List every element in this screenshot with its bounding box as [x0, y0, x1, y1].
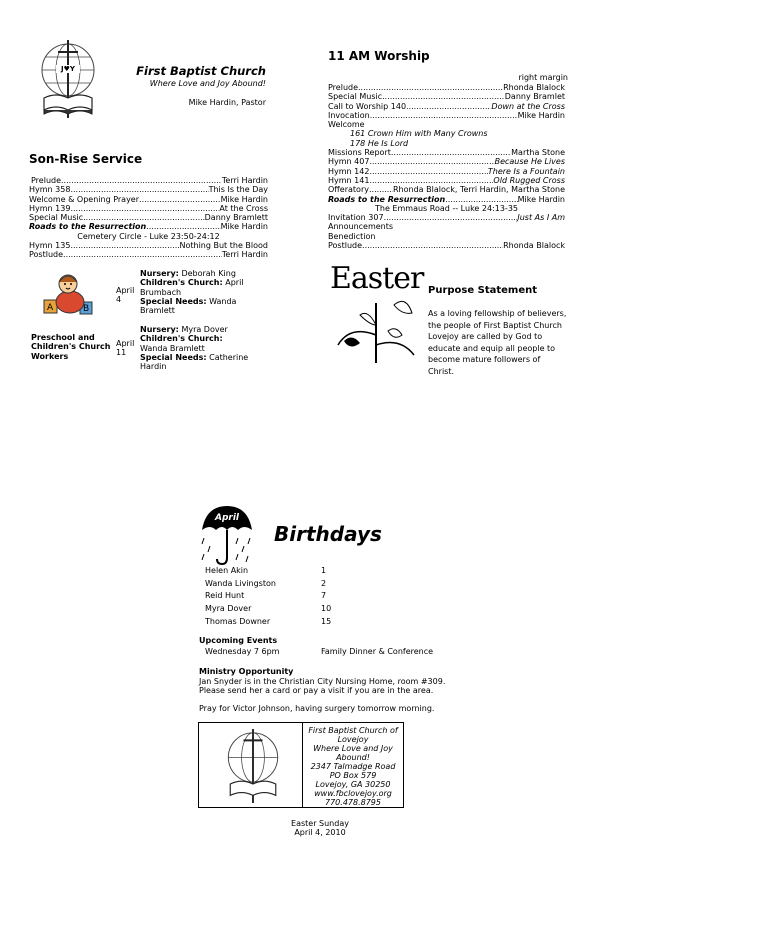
prayer-request: Pray for Victor Johnson, having surgery tomorrow morning.: [199, 704, 435, 713]
address-box: [198, 722, 404, 808]
program-item: Offeratory: [328, 185, 369, 195]
program-leader: Nothing But the Blood: [179, 241, 268, 251]
footer-occasion: Easter Sunday: [291, 819, 349, 828]
program-line: Welcome: [328, 120, 365, 130]
birthday-day: 7: [321, 591, 327, 601]
worker-date-1: April 4: [116, 286, 135, 305]
special-needs-label: Special Needs:: [140, 352, 207, 362]
address-line: Abound!: [336, 753, 370, 762]
leader-dots: [358, 83, 503, 92]
program-leader: Terri Hardin: [221, 176, 268, 185]
easter-word: Easter: [330, 261, 424, 296]
leader-dots: [362, 241, 503, 250]
nursery-label: Nursery:: [140, 269, 179, 278]
program-leader: Mike Hardin: [517, 194, 565, 204]
birthday-day: 15: [321, 616, 332, 626]
program-line: [29, 204, 268, 213]
program-line: [328, 176, 565, 185]
program-item: Postlude: [328, 241, 363, 251]
leader-dots: [391, 148, 511, 157]
sonrise-title: Son-Rise Service: [29, 152, 143, 166]
leader-dots: [70, 204, 219, 213]
purpose-text: As a loving fellowship of believers, the people of First Baptist Church Lovejoy are called by God to educate and equip all people to become mature followers of Christ.: [428, 309, 567, 376]
program-leader: There Is a Fountain: [487, 166, 565, 176]
program-line: [328, 148, 565, 157]
program-line: [328, 92, 565, 101]
program-line: [328, 157, 565, 166]
leader-dots: [139, 195, 221, 204]
program-leader: Just As I Am: [517, 213, 565, 223]
leader-dots: [369, 185, 393, 194]
address-line: 2347 Talmadge Road: [310, 762, 396, 771]
leader-dots: [61, 176, 222, 185]
program-item: Invitation 307: [328, 213, 384, 223]
leader-dots: [369, 176, 493, 185]
leader-dots: [370, 111, 518, 120]
program-item: Hymn 135: [29, 241, 71, 251]
program-item: Special Music: [29, 213, 84, 223]
worker-week-1: [140, 269, 268, 315]
worship-title: 11 AM Worship: [328, 49, 430, 63]
leader-dots: [83, 213, 204, 222]
program-item: Call to Worship 140: [328, 101, 407, 111]
birthday-row: [205, 617, 355, 630]
birthday-name: Reid Hunt: [205, 591, 245, 601]
program-item: Welcome & Opening Prayer: [29, 194, 140, 204]
program-leader: Down at the Cross: [491, 101, 565, 111]
program-line: [328, 185, 565, 194]
program-leader: Rhonda Blalock, Terri Hardin, Martha Stone: [393, 185, 565, 195]
program-leader: Mike Hardin: [220, 222, 268, 232]
worship-program: [328, 83, 565, 250]
program-item: Postlude: [29, 250, 64, 260]
workers-title: Preschool and Children's Church Workers: [31, 333, 111, 361]
lily-icon: [330, 295, 422, 365]
purpose-title: Purpose Statement: [428, 285, 538, 296]
leader-dots: [63, 250, 222, 259]
svg-text:A: A: [47, 303, 54, 313]
events-title: Upcoming Events: [199, 636, 278, 645]
program-line: 161 Crown Him with Many Crowns: [350, 129, 488, 139]
program-item: Roads to the Resurrection: [328, 194, 446, 204]
april-umbrella-art: [198, 504, 256, 568]
birthday-list: [205, 566, 355, 629]
program-item: Hymn 139: [29, 203, 71, 213]
nursery-label: Nursery:: [140, 325, 179, 334]
special-needs-name: Wanda Bramlett: [140, 296, 237, 316]
birthday-name: Helen Akin: [205, 566, 249, 575]
special-needs-name: Catherine Hardin: [140, 352, 249, 372]
pastor-name: Mike Hardin, Pastor: [188, 98, 266, 107]
birthday-name: Myra Dover: [205, 604, 252, 614]
program-line: 178 He Is Lord: [350, 138, 409, 148]
address-line: Lovejoy: [337, 735, 369, 744]
program-item: Special Music: [328, 92, 383, 102]
program-line: [29, 250, 268, 259]
church-tagline: Where Love and Joy Abound!: [149, 79, 266, 88]
birthday-row: [205, 579, 355, 592]
svg-text:B: B: [83, 304, 90, 314]
easter-lily-art: [330, 263, 422, 365]
child-blocks-icon: [40, 270, 98, 318]
address-line: Where Love and Joy: [313, 744, 393, 753]
special-needs-label: Special Needs:: [140, 296, 207, 306]
event-when: Wednesday 7 6pm: [205, 647, 280, 656]
birthday-row: [205, 566, 355, 579]
address-text: [303, 726, 403, 807]
birthday-row: [205, 604, 355, 617]
program-item: Prelude: [31, 176, 62, 185]
nursery-name: Deborah King: [181, 269, 236, 278]
leader-dots: [406, 102, 491, 111]
children-illustration: [40, 270, 98, 318]
program-leader: Mike Hardin: [220, 194, 268, 204]
address-line: www.fbclovejoy.org: [314, 789, 392, 798]
leader-dots: [382, 92, 505, 101]
program-line: [328, 102, 565, 111]
leader-dots: [70, 185, 208, 194]
leader-dots: [445, 195, 517, 204]
footer-date: April 4, 2010: [294, 828, 346, 837]
birthday-name: Thomas Downer: [205, 616, 271, 626]
program-line: [29, 241, 268, 250]
ministry-line-1: Jan Snyder is in the Christian City Nursing Home, room #309.: [199, 677, 446, 686]
birthday-name: Wanda Livingston: [205, 578, 276, 588]
address-line: 770.478.8795: [325, 798, 381, 807]
program-subtitle: The Emmaus Road -- Luke 24:13-35: [375, 203, 518, 213]
event-what: Family Dinner & Conference: [321, 647, 434, 656]
month-art-text: April: [214, 513, 240, 523]
program-leader: Terri Hardin: [221, 250, 268, 260]
address-line: First Baptist Church of: [308, 726, 398, 735]
leader-dots: [384, 213, 518, 222]
ministry-title: Ministry Opportunity: [199, 667, 294, 676]
program-leader: Danny Bramlett: [204, 213, 268, 223]
birthday-day: 2: [321, 578, 327, 588]
childrens-church-label: Children's Church:: [140, 334, 223, 344]
program-leader: Old Rugged Cross: [493, 175, 565, 185]
program-line: Benediction: [328, 231, 376, 241]
leader-dots: [70, 241, 179, 250]
program-leader: At the Cross: [219, 203, 268, 213]
program-item: Prelude: [328, 83, 359, 92]
program-item: Hymn 407: [328, 157, 370, 167]
program-line: [328, 167, 565, 176]
childrens-church-label: Children's Church:: [140, 278, 223, 288]
program-line: [29, 213, 268, 222]
right-margin-note: right margin: [518, 73, 568, 82]
program-leader: Martha Stone: [511, 148, 565, 158]
logo-joy-text: J♥Y: [56, 65, 80, 73]
program-line: [328, 213, 565, 222]
program-leader: This Is the Day: [208, 185, 268, 195]
church-name: First Baptist Church: [136, 64, 266, 78]
leader-dots: [369, 157, 494, 166]
globe-bible-icon: [38, 40, 98, 118]
program-line: [328, 83, 565, 92]
leader-dots: [146, 222, 220, 231]
program-leader: Rhonda Blalock: [503, 83, 565, 92]
program-line: [29, 195, 268, 204]
church-logo: [38, 40, 98, 118]
program-line: [328, 195, 565, 204]
birthday-row: [205, 591, 355, 604]
sonrise-program: [29, 176, 268, 260]
program-item: Hymn 358: [29, 185, 71, 195]
program-line: Announcements: [328, 222, 394, 232]
program-item: Roads to the Resurrection: [29, 222, 147, 232]
program-item: Hymn 142: [328, 166, 370, 176]
worker-date-2: April 11: [116, 339, 135, 358]
address-logo: [223, 729, 283, 803]
childrens-church-name: Wanda Bramlett: [140, 343, 205, 353]
program-line: [328, 241, 565, 250]
program-line: [29, 176, 268, 185]
leader-dots: [369, 167, 487, 176]
ministry-line-2: Please send her a card or pay a visit if you are in the area.: [199, 686, 434, 695]
birthday-day: 10: [321, 604, 332, 614]
program-leader: Mike Hardin: [517, 110, 565, 120]
birthday-day: 1: [321, 566, 327, 575]
worker-week-2: [140, 325, 268, 371]
birthdays-title: Birthdays: [274, 522, 382, 546]
program-line: [29, 222, 268, 231]
program-item: Invocation: [328, 110, 370, 120]
program-leader: Rhonda Blalock: [503, 241, 565, 251]
program-line: [328, 111, 565, 120]
address-line: Lovejoy, GA 30250: [315, 780, 391, 789]
program-leader: Because He Lives: [494, 157, 565, 167]
nursery-name: Myra Dover: [181, 325, 228, 334]
program-item: Missions Report: [328, 148, 391, 158]
program-item: Hymn 141: [328, 175, 370, 185]
globe-bible-icon: [223, 729, 283, 803]
program-subtitle: Cemetery Circle - Luke 23:50-24:12: [77, 231, 220, 241]
address-line: PO Box 579: [329, 771, 377, 780]
childrens-church-name: April Brumbach: [140, 278, 244, 297]
program-leader: Danny Bramlet: [504, 92, 565, 102]
program-line: [29, 185, 268, 194]
